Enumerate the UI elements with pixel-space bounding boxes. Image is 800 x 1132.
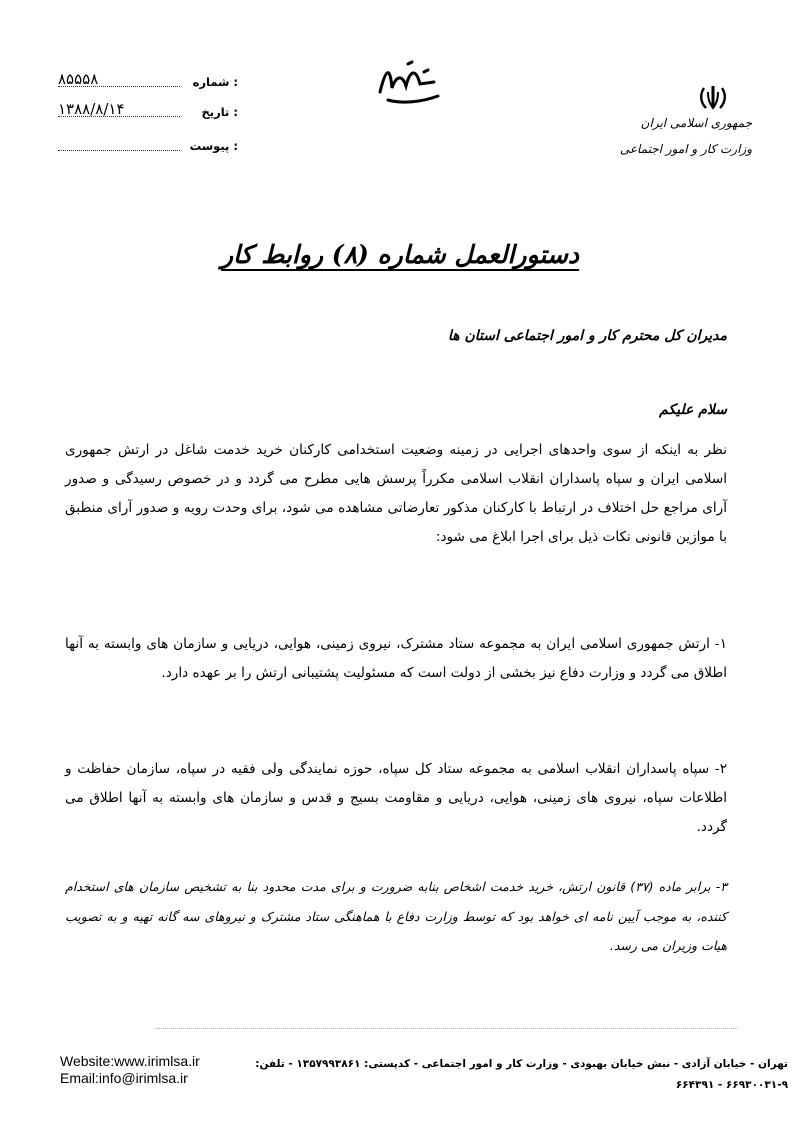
letter-date-row bbox=[58, 100, 238, 120]
letter-attachment-row bbox=[58, 134, 238, 154]
dotted-line bbox=[58, 150, 180, 151]
letter-attachment-label: پیوست : bbox=[189, 139, 238, 153]
footer-contact bbox=[60, 1053, 200, 1087]
ministry-name: وزارت کار و امور اجتماعی bbox=[619, 142, 752, 156]
letter-number-label: شماره : bbox=[192, 75, 238, 89]
letter-number-value: ۸۵۵۵۸ bbox=[58, 70, 99, 88]
document-title: دستورالعمل شماره (۸) روابط کار bbox=[220, 240, 580, 269]
intro-paragraph: نظر به اینکه از سوی واحدهای اجرایی در زمینه وضعیت استخدامی کارکنان خرید خدمت شاغل در ارتش جمهوری اسلامی ایران و سپاه پاسداران انقلاب اسلامی مکرراً پرسش هایی مطرح می گردد و در خصوص رسیدگی و صدور آرای مراجع حل اختلاف در ارتباط با کارکنان مذکور تعارضاتی مشاهده می شود، برای وحدت رویه و صدور آرای منطبق با موازین قانونی نکات ذیل برای اجرا ابلاغ می شود: bbox=[65, 442, 727, 545]
item-3: ۳- برابر ماده (۳۷) قانون ارتش، خرید خدمت اشخاص بنابه ضرورت و برای مدت محدود بنا به تشخیص سازمان های استخدام کننده، به موجب آیین نامه ای خواهد بود که توسط وزارت دفاع با هماهنگی ستاد مشترک و نیروهای سه گانه تهیه و به تصویب هیات وزیران می رسد. bbox=[65, 879, 727, 953]
addressee: مدیران کل محترم کار و امور اجتماعی استان ها bbox=[447, 328, 727, 344]
basmala-calligraphy bbox=[372, 58, 452, 108]
letter-number-row bbox=[58, 70, 238, 90]
country-name: جمهوری اسلامی ایران bbox=[640, 116, 752, 130]
footer-divider bbox=[155, 1028, 738, 1029]
footer-address: تهران - خیابان آزادی - نبش خیابان بهبودی - وزارت کار و امور اجتماعی - کدپستی: ۱۳۵۷۹۹۳۸۶۱ - تلفن: ۹-۶۶۹۳۰۰۳۱ - ۶۶۴۳۹۱ bbox=[255, 1058, 788, 1091]
iran-emblem-icon bbox=[698, 84, 728, 112]
letter-date-value: ۱۳۸۸/۸/۱۴ bbox=[58, 100, 125, 118]
item-1: ۱- ارتش جمهوری اسلامی ایران به مجموعه ستاد مشترک، نیروی زمینی، هوایی، دریایی و سازمان های وابسته به آنها اطلاق می گردد و وزارت دفاع نیز بخشی از دولت است که مسئولیت پشتیبانی ارتش را بر عهده دارد. bbox=[65, 636, 727, 681]
item-2: ۲- سپاه پاسداران انقلاب اسلامی به مجموعه ستاد کل سپاه، حوزه نمایندگی ولی فقیه در سپاه، سازمان حفاظت و اطلاعات سپاه، نیروی های زمینی، هوایی، دریایی و مقاومت بسیج و قدس و سازمان های وابسته به آنها اطلاق می گردد. bbox=[65, 761, 727, 835]
footer-email: Email:info@irimlsa.ir bbox=[60, 1070, 188, 1086]
footer-website: Website:www.irimlsa.ir bbox=[60, 1053, 200, 1069]
salutation: سلام علیکم bbox=[659, 402, 727, 418]
letter-date-label: تاریخ : bbox=[201, 105, 238, 119]
